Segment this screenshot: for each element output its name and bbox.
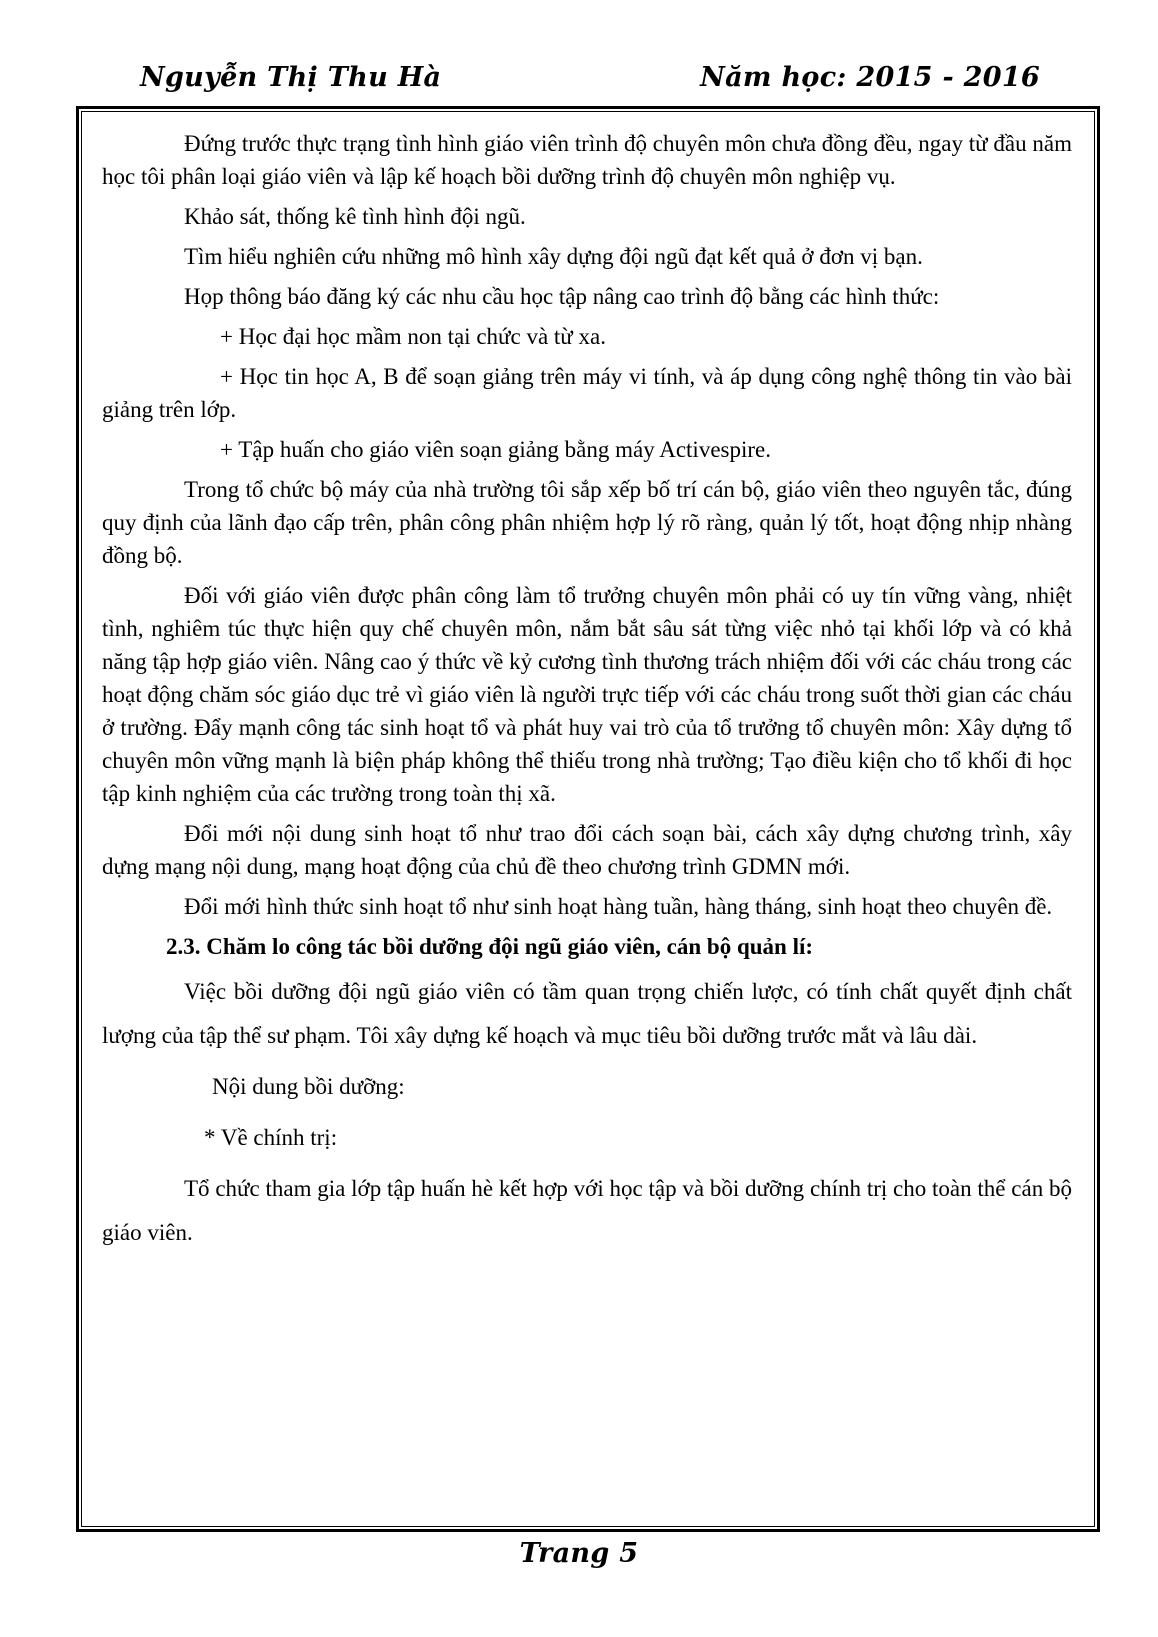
paragraph-politics-training: Tổ chức tham gia lớp tập huấn hè kết hợp với học tập và bồi dưỡng chính trị cho toàn thể cán bộ giáo viên. [102,1176,1072,1245]
paragraph-intro: Đứng trước thực trạng tình hình giáo viên trình độ chuyên môn chưa đồng đều, ngay từ đầu năm học tôi phân loại giáo viên và lập kế hoạch bồi dưỡng trình độ chuyên môn nghiệp vụ. [102,131,1072,189]
list-item-training: + Tập huấn cho giáo viên soạn giảng bằng máy Activespire. [220,437,771,462]
paragraph-fostering: Việc bồi dưỡng đội ngũ giáo viên có tầm quan trọng chiến lược, có tính chất quyết định chất lượng của tập thể sư phạm. Tôi xây dựng kế hoạch và mục tiêu bồi dưỡng trước mắt và lâu dài. [102,979,1072,1048]
section-heading-2-3: 2.3. Chăm lo công tác bồi dưỡng đội ngũ giáo viên, cán bộ quản lí: [166,934,814,959]
content-area [81,111,1095,1527]
paragraph-politics-label: * Về chính trị: [204,1125,338,1150]
header-author: Nguyễn Thị Thu Hà [140,62,442,93]
content-border-box [76,106,1100,1532]
list-item-university: + Học đại học mầm non tại chức và từ xa. [220,324,606,349]
paragraph-meeting: Họp thông báo đăng ký các nhu cầu học tập nâng cao trình độ bằng các hình thức: [184,284,940,309]
page-footer [0,1538,1158,1569]
paragraph-renew-content: Đổi mới nội dung sinh hoạt tổ như trao đổi cách soạn bài, cách xây dựng chương trình, xây dựng mạng nội dung, mạng hoạt động của chủ đề theo chương trình GDMN mới. [102,821,1072,879]
list-item-informatics: + Học tin học A, B để soạn giảng trên máy vi tính, và áp dụng công nghệ thông tin vào bài giảng trên lớp. [102,364,1072,422]
paragraph-renew-format: Đổi mới hình thức sinh hoạt tổ như sinh hoạt hàng tuần, hàng tháng, sinh hoạt theo chuyên đề. [184,894,1053,919]
header-school-year: Năm học: 2015 - 2016 [700,62,1040,93]
paragraph-survey: Khảo sát, thống kê tình hình đội ngũ. [184,204,526,229]
paragraph-organization: Trong tổ chức bộ máy của nhà trường tôi sắp xếp bố trí cán bộ, giáo viên theo nguyên tắc, đúng quy định của lãnh đạo cấp trên, phân công phân nhiệm hợp lý rõ ràng, quản lý tốt, hoạt động nhịp nhàng đồng bộ. [102,477,1072,568]
paragraph-fostering-content-label: Nội dung bồi dưỡng: [212,1074,405,1099]
page-header [140,62,1040,93]
paragraph-team-leaders: Đối với giáo viên được phân công làm tổ trưởng chuyên môn phải có uy tín vững vàng, nhiệt tình, nghiêm túc thực hiện quy chế chuyên môn, nắm bắt sâu sát từng việc nhỏ tại khối lớp và có khả năng tập hợp giáo viên. Nâng cao ý thức về kỷ cương tình thương trách nhiệm đối với các cháu trong các hoạt động chăm sóc giáo dục trẻ vì giáo viên là người trực tiếp với các cháu trong suốt thời gian các cháu ở trường. Đẩy mạnh công tác sinh hoạt tổ và phát huy vai trò của tổ trưởng tổ chuyên môn: Xây dựng tổ chuyên môn vững mạnh là biện pháp không thể thiếu trong nhà trường; Tạo điều kiện cho tổ khối đi học tập kinh nghiệm của các trường trong toàn thị xã. [102,583,1072,806]
page-number: Trang 5 [519,1538,639,1569]
paragraph-research: Tìm hiểu nghiên cứu những mô hình xây dựng đội ngũ đạt kết quả ở đơn vị bạn. [184,244,923,269]
